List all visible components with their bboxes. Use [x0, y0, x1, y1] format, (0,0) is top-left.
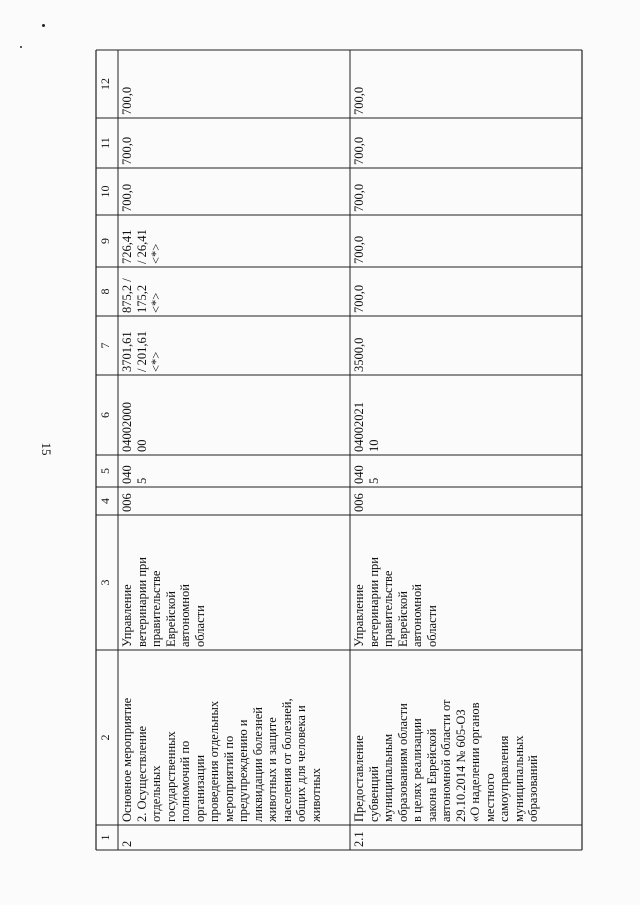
page-number: 15: [39, 442, 54, 456]
header-cell-text: 3: [98, 579, 112, 586]
table-cell: [350, 118, 582, 168]
cell-text: 700,0: [120, 183, 134, 212]
cell-text: 700,0: [120, 86, 134, 115]
table-cell: [118, 118, 350, 168]
cell-text: Основное мероприятие 2. Осуществление отдельных государственных полномочий по организации проведения отдельных мероприятий по предупреждению и ликвидации болезней животных и защите населения от болезней, общих для человека и животных: [120, 697, 323, 822]
table-cell: [350, 168, 582, 215]
column-header: [96, 825, 118, 850]
header-cell-text: 5: [98, 468, 112, 474]
header-cell-text: 8: [98, 288, 112, 295]
cell-text: 3701,61 / 201,61 <*>: [120, 331, 163, 372]
column-header: [96, 650, 118, 825]
table-cell: [350, 375, 582, 455]
column-header: [96, 118, 118, 168]
table-cell: [118, 825, 350, 850]
column-header: [96, 316, 118, 375]
column-header: [96, 215, 118, 267]
cell-text: 04002021 10: [352, 402, 381, 452]
cell-text: 700,0: [352, 284, 366, 313]
table-cell: [118, 375, 350, 455]
cell-text: Управление ветеринарии при правительстве Еврейской автономной области: [120, 557, 207, 647]
table-cell: [118, 168, 350, 215]
column-header: [96, 168, 118, 215]
header-cell-text: 1: [98, 834, 112, 841]
header-cell-text: 2: [98, 734, 112, 741]
table-cell: [350, 825, 582, 850]
table-cell: [118, 455, 350, 487]
table-cell: [350, 316, 582, 375]
header-cell-text: 12: [98, 78, 112, 90]
column-header: [96, 455, 118, 487]
header-cell-text: 7: [98, 342, 112, 349]
table-cell: [350, 515, 582, 650]
cell-text: 700,0: [120, 136, 134, 165]
table-cell: [118, 267, 350, 316]
table-cell: [118, 215, 350, 267]
cell-text: 700,0: [352, 183, 366, 212]
table-cell: [350, 267, 582, 316]
header-cell-text: 6: [98, 412, 112, 418]
table-cell: [350, 487, 582, 515]
cell-text: 726,41 / 26,41 <*>: [120, 229, 163, 264]
table-cell: [350, 650, 582, 825]
column-header: [96, 375, 118, 455]
column-header: [96, 515, 118, 650]
cell-text: 700,0: [352, 235, 366, 264]
table-cell: [350, 215, 582, 267]
cell-text: 04002000 00: [120, 402, 149, 452]
table-cell: [118, 487, 350, 515]
cell-text: 2: [120, 840, 134, 847]
cell-text: 700,0: [352, 136, 366, 165]
column-header: [96, 487, 118, 515]
cell-text: 006: [352, 493, 366, 512]
header-cell-text: 4: [98, 498, 112, 504]
header-cell-text: 9: [98, 238, 112, 244]
table-cell: [118, 650, 350, 825]
table-cell: [350, 455, 582, 487]
cell-text: Предоставление субвенций муниципальным образованиям области в целях реализации закона Еврейской автономной области от 29.10.2014 № 605-ОЗ «О наделении органов местного самоуправления муниципальных образований: [352, 699, 540, 822]
table-cell: [118, 316, 350, 375]
cell-text: 3500,0: [352, 337, 366, 372]
cell-text: 040 5: [120, 465, 149, 484]
cell-text: 2.1: [352, 831, 366, 847]
column-header: [96, 50, 118, 118]
cell-text: 040 5: [352, 465, 381, 484]
cell-text: 875,2 / 175,2 <*>: [120, 278, 163, 313]
table-cell: [118, 515, 350, 650]
table-cell: [118, 50, 350, 118]
table-cell: [350, 50, 582, 118]
cell-text: 006: [120, 493, 134, 512]
cell-text: Управление ветеринарии при правительстве Еврейской автономной области: [352, 557, 439, 647]
cell-text: 700,0: [352, 86, 366, 115]
header-cell-text: 11: [98, 137, 112, 149]
column-header: [96, 267, 118, 316]
header-cell-text: 10: [98, 185, 112, 198]
